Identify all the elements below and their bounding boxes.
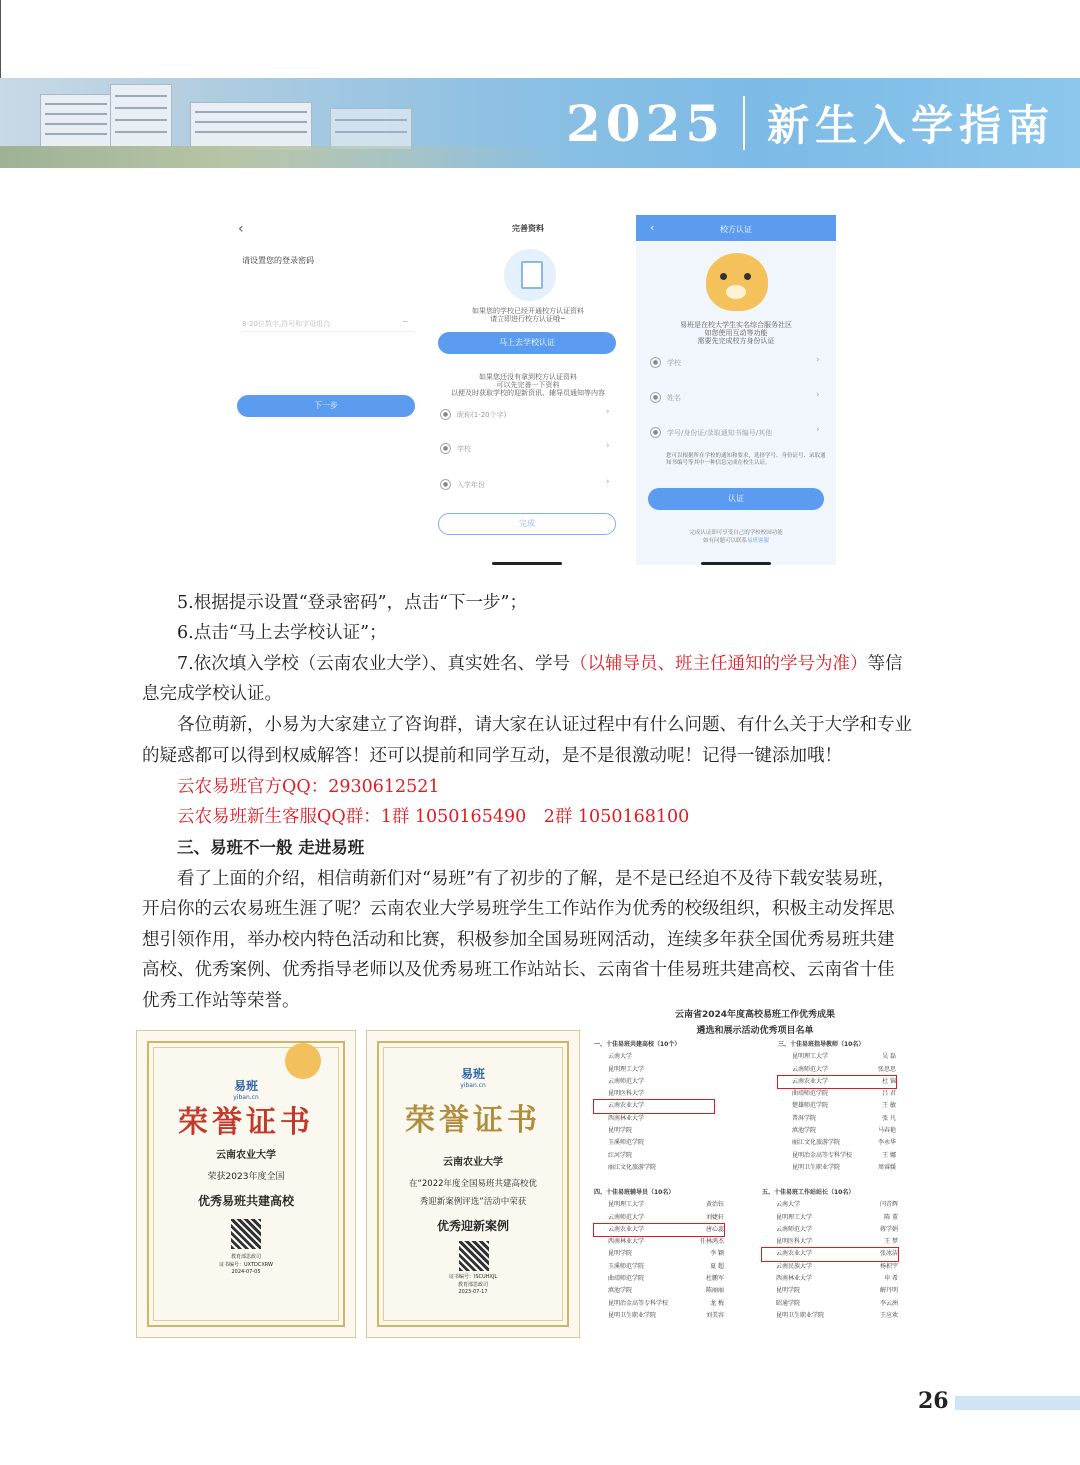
list-person: 杜鹏军 [705,1275,724,1283]
student-id-field[interactable]: ● 学号/身份证/录取通知书编号/其他 [650,427,772,438]
list-person: 夏 超 [710,1262,724,1270]
list-person: 李云洲 [879,1299,898,1307]
yiban-logo: 易班 yiban.cn [460,1067,486,1089]
phone-screen-school-auth [636,215,836,565]
list-item [594,1298,724,1310]
yiban-logo: 易班 yiban.cn [233,1079,259,1101]
list-item [778,1088,896,1100]
foot-note-a: 完成认证即可享受自己的学校校园功能 [689,530,783,536]
header-banner [0,78,1080,168]
list-school: 滇池学院 [608,1287,633,1295]
qq-groups: 云农易班新生客服QQ群：1群 1050165490 2群 1050168100 [177,807,690,827]
list-item [594,1199,724,1211]
section-header: 四、十佳易班辅导员（10名） [594,1189,675,1196]
list-school: 红河学院 [608,1151,633,1159]
banner-year: 2025 [566,93,726,153]
chevron-right-icon: › [606,441,610,451]
list-person: 王 梦 [884,1238,898,1246]
list-school: 丽江文化旅游学院 [792,1139,841,1147]
list-school: 曲靖师范学院 [608,1275,645,1283]
list-person: 李 颖 [710,1250,724,1258]
school-icon: ● [650,357,661,368]
cert-line2: 秀迎新案例评选”活动中荣获 [419,1197,527,1207]
cert-line1: 荣获2023年度全国 [207,1172,285,1182]
name-field[interactable]: ● 姓名 [650,392,681,403]
school-field[interactable]: ● 学校 [650,357,681,368]
screen-title: 校方认证 [720,225,752,234]
list-item [594,1076,714,1088]
list-person: 黄治钰 [705,1201,724,1209]
list-school: 西南林业大学 [608,1114,645,1122]
list-person: 龙 梅 [710,1299,724,1307]
list-person: 周睿媛 [877,1163,896,1171]
cert-award: 优秀易班共建高校 [197,1194,294,1208]
eye-icon[interactable]: ~ [402,317,409,326]
para-consult-b: 的疑惑都可以得到权威解答！还可以提前和同学互动，是不是很激动呢！记得一键添加哦！ [142,746,842,766]
list-school: 云南大学 [776,1201,801,1209]
list-person: 申 希 [884,1275,898,1283]
list-school: 云南农业大学 [792,1077,829,1085]
list-person: 王 敏 [882,1102,896,1110]
footer-bar [955,1396,1080,1410]
section-header: 一、十佳易班共建高校（10个） [594,1041,681,1048]
enroll-year-field[interactable]: ● 入学年份 [440,479,485,490]
award-list-document [590,1005,920,1350]
list-item [778,1051,896,1063]
list-item [594,1088,714,1100]
list-school: 昆明学院 [608,1127,633,1135]
list-item [762,1310,898,1322]
cert-number: 证书编号：UXTDCXRW [218,1262,274,1268]
phone-screen-password [226,215,422,565]
student-id-note: （以辅导员、班主任通知的学号为准） [569,654,868,674]
list-person: 唐心蕊 [705,1225,724,1233]
list-person: 陈 董 [884,1213,898,1221]
list-col-3 [594,1187,724,1322]
list-school: 昆明理工大学 [608,1065,645,1073]
para-intro-4: 高校、优秀案例、优秀指导老师以及优秀易班工作站站长、云南省十佳易班共建高校、云南省十佳 [142,960,895,980]
section-items [778,1051,896,1174]
list-item [778,1076,896,1088]
cert-number: 证书编号：ISCUHXJL [448,1274,498,1280]
list-school: 昆明理工大学 [776,1213,813,1221]
desc2a: 如果您还没有拿到校方认证资料 [479,373,577,381]
list-item [594,1113,714,1125]
cert-award: 优秀迎新案例 [436,1219,509,1233]
user-icon: ● [440,409,451,420]
list-title-1: 云南省2024年度高校易班工作优秀成果 [674,1010,836,1020]
section-title: 三、易班不一般 走进易班 [177,838,365,857]
calendar-icon: ● [440,479,451,490]
desc1a: 如果您的学校已经开通校方认证资料 [472,307,584,315]
list-item [778,1100,896,1112]
home-indicator [701,562,771,565]
list-item [762,1212,898,1224]
list-item [594,1224,724,1236]
list-school: 昆明冶金高等专科学校 [608,1299,669,1307]
banner-heading: 新生入学指南 [767,101,1056,150]
list-school: 云南民族大学 [776,1262,813,1270]
list-person: 闫青辉 [879,1201,898,1209]
back-chevron-icon[interactable]: ‹ [238,221,244,237]
list-item [594,1285,724,1297]
cert-issuer: 教育部思政司 [230,1254,261,1260]
list-school: 昆明医科大学 [608,1090,645,1098]
phone-screen-profile [430,215,626,565]
list-col-2 [778,1039,896,1174]
desc2b: 可以先完善一下资料 [496,381,560,389]
section-items [762,1199,898,1322]
list-person: 解丹明 [879,1287,898,1295]
para-intro-2: 开启你的云农易班生涯了呢？云南农业大学易班学生工作站作为优秀的校级组织，积极主动发挥思 [142,899,895,919]
para-intro-5: 优秀工作站等荣誉。 [142,991,300,1011]
chevron-right-icon: › [606,477,610,487]
list-school: 云南大学 [608,1053,633,1061]
campus-trees [0,146,560,168]
done-button[interactable]: 完成 [438,513,616,535]
cert-date: 2024-07-05 [231,1269,261,1275]
foot-note-b: 如有问题可以联系易班客服 [702,538,770,544]
list-item [762,1236,898,1248]
certificate-2022 [366,1030,580,1338]
section-header: 三、十佳易班指导教师（10名） [778,1041,865,1048]
document-icon [504,249,556,301]
home-indicator [492,562,562,565]
section-items [594,1051,714,1174]
nickname-field[interactable]: ● 昵称(1-20个字) [440,409,506,420]
qr-code-icon [459,1241,489,1271]
auth-note: 您可以根据所在学校的通知和要求，选择学号、身份证号、录取通知书编号等其中一种信息完成在校生认证。 [666,453,826,466]
list-person: 蒋学娟 [879,1225,898,1233]
list-item [594,1125,714,1137]
cert-date: 2023-07-17 [458,1289,488,1295]
list-school: 滇池学院 [792,1127,817,1135]
list-school: 西南林业大学 [776,1275,813,1283]
list-school: 昆明医科大学 [776,1238,813,1246]
list-item [594,1212,724,1224]
desc-a: 易班是在校大学生实名综合服务社区 [680,321,792,329]
school-field[interactable]: ● 学校 [440,443,471,454]
list-col-1 [594,1039,714,1174]
next-button[interactable]: 下一步 [237,395,415,417]
list-school: 曲靖师范学院 [792,1090,829,1098]
campus-building [190,102,312,151]
list-item [762,1224,898,1236]
list-school: 云南农业大学 [608,1102,645,1110]
qq-official: 云农易班官方QQ：2930612521 [177,777,440,797]
list-item [762,1261,898,1273]
desc2c: 以便及时获取学校的迎新资讯、辅导员通知等内容 [451,389,605,397]
list-item [594,1273,724,1285]
back-chevron-icon[interactable]: ‹ [650,221,655,234]
list-person: 李永华 [877,1139,896,1147]
list-school: 云南农业大学 [776,1250,813,1258]
chevron-right-icon: › [816,390,820,400]
user-icon: ● [650,392,661,403]
campus-building [330,108,412,150]
list-school: 云南师范大学 [776,1225,813,1233]
list-item [778,1150,896,1162]
list-item [778,1064,896,1076]
list-item [778,1125,896,1137]
list-person: 张冰洁 [879,1250,898,1258]
screen-title: 完善资料 [512,224,544,233]
section-items [594,1199,724,1322]
banner-title [566,90,1055,156]
cert-school: 云南农业大学 [443,1157,503,1168]
list-school: 玉溪师范学院 [608,1262,645,1270]
page-edge-line [0,0,1,78]
list-person: 刘美容 [705,1311,724,1319]
list-item [594,1248,724,1260]
chevron-right-icon: › [606,407,610,417]
cert-title: 荣誉证书 [405,1103,541,1138]
list-item [778,1113,896,1125]
list-title-2: 遴选和展示活动优秀项目名单 [696,1026,814,1036]
list-item [594,1236,724,1248]
list-item [778,1137,896,1149]
list-school: 昆明理工大学 [792,1053,829,1061]
para-intro-1: 看了上面的介绍，相信萌新们对“易班”有了初步的了解，是不是已经迫不及待下载安装易班， [177,869,895,889]
para-intro-3: 想引领作用，举办校内特色活动和比赛，积极参加全国易班网活动，连续多年获全国优秀易班共建 [142,930,895,950]
campus-building [40,94,112,151]
list-item [594,1051,714,1063]
input-underline [242,331,414,332]
password-input[interactable]: 8-20位数字,符号和字母组合 [242,320,331,328]
list-item [594,1150,714,1162]
qr-code-icon [231,1219,261,1249]
step-5: 5.根据提示设置“登录密码”，点击“下一步”； [177,593,527,613]
mascot-icon [285,1043,321,1079]
chevron-right-icon: › [816,425,820,435]
list-item [762,1273,898,1285]
list-person: 马春艳 [877,1127,896,1135]
cert-line1: 在“2022年度全国易班共建高校优 [408,1179,538,1189]
list-item [778,1162,896,1174]
list-school: 云南师范大学 [608,1213,645,1221]
list-school: 云南师范大学 [608,1077,645,1085]
school-icon: ● [440,443,451,454]
list-person: 张 凡 [882,1114,896,1122]
list-person: 王 娜 [882,1151,896,1159]
school-cert-button[interactable]: 马上去学校认证 [438,332,616,354]
para-consult-a: 各位萌新，小易为大家建立了咨询群，请大家在认证过程中有什么问题、有什么关于大学和专业 [177,715,912,735]
list-person: 吴 磊 [882,1053,896,1061]
list-item [594,1162,714,1174]
list-school: 普洱学院 [792,1114,817,1122]
list-school: 楚雄师范学院 [792,1102,829,1110]
list-school: 昆明理工大学 [608,1201,645,1209]
desc1b: 请立即进行校方认证哦~ [490,315,566,323]
list-item [594,1064,714,1076]
list-item [594,1261,724,1273]
list-item [594,1310,724,1322]
list-school: 昆明学院 [776,1287,801,1295]
step-7: 7.依次填入学校（云南农业大学）、真实姓名、学号（以辅导员、班主任通知的学号为准）等信 [177,654,903,674]
id-card-icon: ● [650,427,661,438]
customer-service-link[interactable]: 易班客服 [747,538,770,544]
step-6: 6.点击“马上去学校认证”； [177,623,387,643]
list-school: 昆明卫生职业学院 [608,1311,657,1319]
chevron-right-icon: › [816,355,820,365]
mascot-icon [706,253,768,311]
list-school: 昆明卫生职业学院 [776,1311,825,1319]
list-item [762,1285,898,1297]
auth-button[interactable]: 认证 [648,488,824,510]
cert-school: 云南农业大学 [216,1150,276,1161]
step-7-cont: 息完成学校认证。 [142,684,282,704]
list-col-4 [762,1187,898,1322]
list-school: 昆明卫生职业学院 [792,1163,841,1171]
list-school: 昆明学院 [608,1250,633,1258]
page-number: 26 [918,1388,949,1414]
list-school: 云南农业大学 [608,1225,645,1233]
list-item [762,1199,898,1211]
banner-divider [743,96,745,150]
password-prompt: 请设置您的登录密码 [242,256,314,265]
list-person: 刘婕轩 [705,1213,724,1221]
campus-building [110,84,172,151]
list-school: 玉溪师范学院 [608,1139,645,1147]
list-item [762,1298,898,1310]
certificate-2023 [136,1030,356,1338]
desc-b: 如您使用互动等功能 [704,329,768,337]
list-person: 吕 君 [882,1090,896,1098]
list-item [762,1248,898,1260]
list-person: 任林鸿杰 [699,1238,724,1246]
list-school: 丽江文化旅游学院 [608,1163,657,1171]
desc-c: 需要先完成校方身份认证 [697,337,775,345]
list-person: 杜 锦 [882,1077,896,1085]
list-person: 张思思 [877,1065,896,1073]
list-school: 昭通学院 [776,1299,801,1307]
cert-title: 荣誉证书 [178,1105,314,1140]
list-person: 王应欢 [879,1311,898,1319]
section-header: 五、十佳易班工作站站长（10名） [762,1189,855,1196]
cert-issuer: 教育部思政司 [457,1282,488,1288]
list-item [594,1100,714,1112]
list-school: 西南林业大学 [608,1238,645,1246]
list-school: 昆明冶金高等专科学校 [792,1151,853,1159]
list-person: 杨积宇 [879,1262,898,1270]
list-item [594,1137,714,1149]
list-person: 陈丽丽 [705,1287,724,1295]
list-school: 云南师范大学 [792,1065,829,1073]
